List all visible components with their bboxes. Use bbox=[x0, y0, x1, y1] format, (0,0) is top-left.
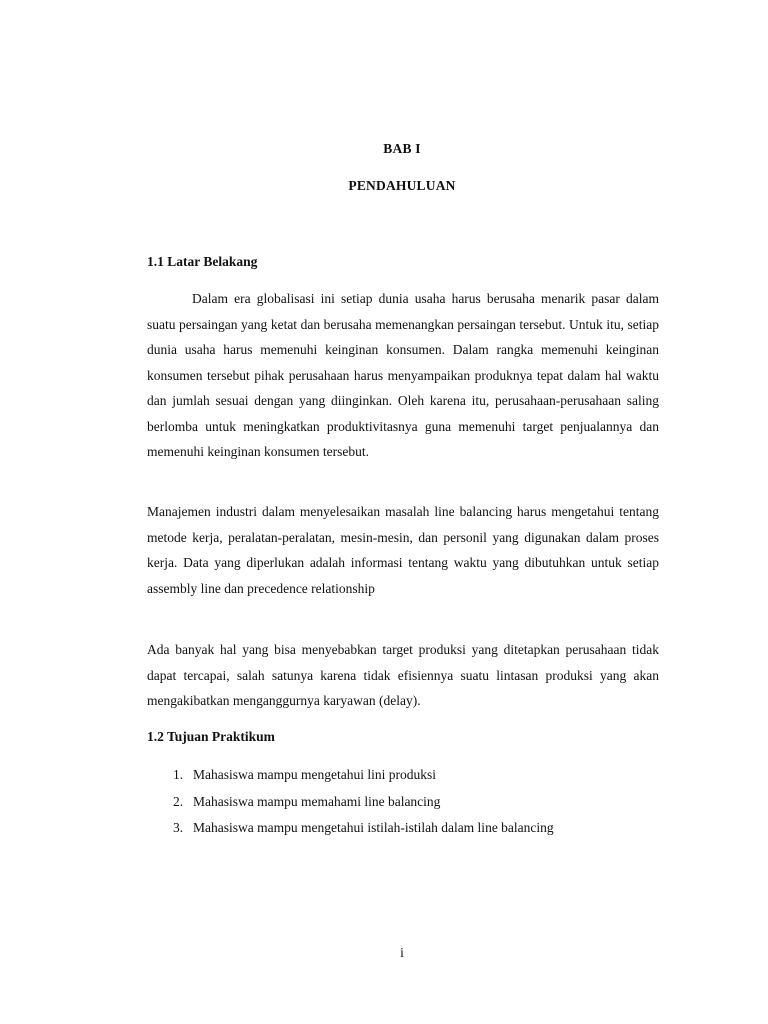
list-item-text: Mahasiswa mampu memahami line balancing bbox=[193, 793, 441, 809]
paragraph-manajemen-industri: Manajemen industri dalam menyelesaikan masalah line balancing harus mengetahui tentang metode kerja, peralatan-peralatan, mesin-mesin, dan personil yang digunakan dalam proses kerja. Data yang diperlukan adalah informasi tentang waktu yang dibutuhkan untuk setiap assembly line dan precedence relationship bbox=[147, 504, 659, 596]
list-item bbox=[147, 762, 659, 789]
page-number: i bbox=[400, 945, 404, 960]
list-item-number: 3. bbox=[173, 820, 184, 835]
list-item bbox=[147, 815, 659, 842]
objectives-list bbox=[147, 762, 659, 842]
section-heading-latar-belakang: 1.1 Latar Belakang bbox=[147, 254, 258, 269]
paragraph-target-produksi: Ada banyak hal yang bisa menyebabkan target produksi yang ditetapkan perusahaan tidak dapat tercapai, salah satunya karena tidak efisiennya suatu lintasan produksi yang akan mengakibatkan menganggurnya karyawan (delay). bbox=[147, 642, 659, 708]
section-heading-tujuan-praktikum: 1.2 Tujuan Praktikum bbox=[147, 729, 275, 744]
list-item-text: Mahasiswa mampu mengetahui istilah-istilah dalam line balancing bbox=[193, 820, 554, 835]
list-item-number: 2. bbox=[173, 793, 184, 809]
list-item-text: Mahasiswa mampu mengetahui lini produksi bbox=[193, 767, 436, 782]
list-item-number: 1. bbox=[173, 767, 184, 782]
paragraph-globalisasi: Dalam era globalisasi ini setiap dunia usaha harus berusaha menarik pasar dalam suatu persaingan yang ketat dan berusaha memenangkan persaingan tersebut. Untuk itu, setiap dunia usaha harus memenuhi keinginan konsumen. Dalam rangka memenuhi keinginan konsumen tersebut pihak perusahaan harus menyampaikan produknya tepat dalam hal waktu dan jumlah sesuai dengan yang diinginkan. Oleh karena itu, perusahaan-perusahaan saling berlomba untuk meningkatkan produktivitasnya guna memenuhi target penjualannya dan memenuhi keinginan konsumen tersebut. bbox=[147, 291, 659, 459]
chapter-label: BAB I bbox=[383, 141, 421, 156]
chapter-title: PENDAHULUAN bbox=[348, 178, 456, 193]
list-item bbox=[147, 789, 659, 816]
